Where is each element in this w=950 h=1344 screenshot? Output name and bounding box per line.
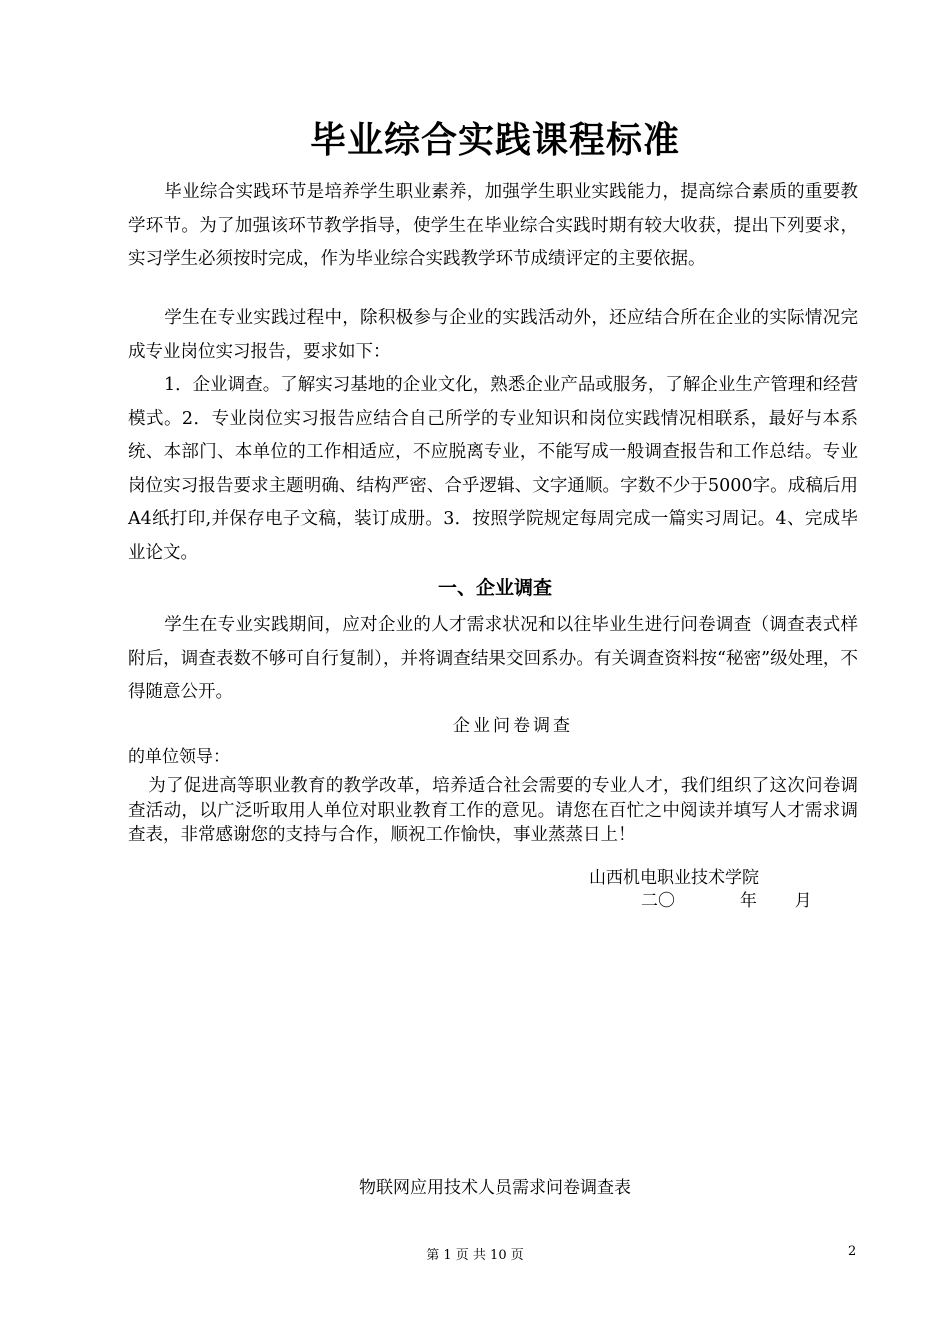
signature-organization: 山西机电职业技术学院 — [589, 868, 759, 888]
section1-paragraph — [128, 609, 858, 710]
questionnaire-form-title: 物联网应用技术人员需求问卷调查表 — [359, 1178, 631, 1198]
signature-date: 二〇 年 月 — [641, 891, 812, 911]
intro-paragraph-text: 毕业综合实践环节是培养学生职业素养，加强学生职业实践能力，提高综合素质的重要教学环节。为了加强该环节教学指导，使学生在毕业综合实践时期有较大收获，提出下列要求，实习学生必须按时完成，作为毕业综合实践教学环节成绩评定的主要依据。 — [128, 182, 858, 269]
requirements-intro — [128, 302, 858, 369]
document-title: 毕业综合实践课程标准 — [309, 120, 680, 161]
requirements-list-text: 1．企业调查。了解实习基地的企业文化，熟悉企业产品或服务，了解企业生产管理和经营模式。2．专业岗位实习报告应结合自己所学的专业知识和岗位实践情况相联系，最好与本系统、本部门、本单位的工作相适应，不应脱离专业，不能写成一般调查报告和工作总结。专业岗位实习报告要求主题明确、结构严密、合乎逻辑、文字通顺。字数不少于5000字。成稿后用A4纸打印,并保存电子文稿，装订成册。3．按照学院规定每周完成一篇实习周记。4、完成毕业论文。 — [128, 375, 858, 563]
section-heading-enterprise-survey: 一、企业调查 — [437, 577, 552, 599]
survey-heading: 企业问卷调查 — [453, 716, 573, 736]
intro-paragraph — [128, 176, 858, 277]
salutation: 的单位领导： — [128, 747, 230, 767]
page-footer: 第 1 页 共 10 页 — [426, 1248, 524, 1263]
requirements-intro-text: 学生在专业实践过程中，除积极参与企业的实践活动外，还应结合所在企业的实际情况完成专业岗位实习报告，要求如下： — [128, 308, 858, 362]
requirements-list — [128, 369, 858, 570]
letter-body — [128, 774, 858, 848]
section1-paragraph-text: 学生在专业实践期间，应对企业的人才需求状况和以往毕业生进行问卷调查（调查表式样附后，调查表数不够可自行复制），并将调查结果交回系办。有关调查资料按“秘密”级处理，不得随意公开。 — [128, 615, 858, 702]
page-number: 2 — [848, 1244, 857, 1259]
letter-body-text: 为了促进高等职业教育的教学改革，培养适合社会需要的专业人才，我们组织了这次问卷调查活动，以广泛听取用人单位对职业教育工作的意见。请您在百忙之中阅读并填写人才需求调查表，非常感谢您的支持与合作，顺祝工作愉快，事业蒸蒸日上！ — [128, 776, 858, 845]
